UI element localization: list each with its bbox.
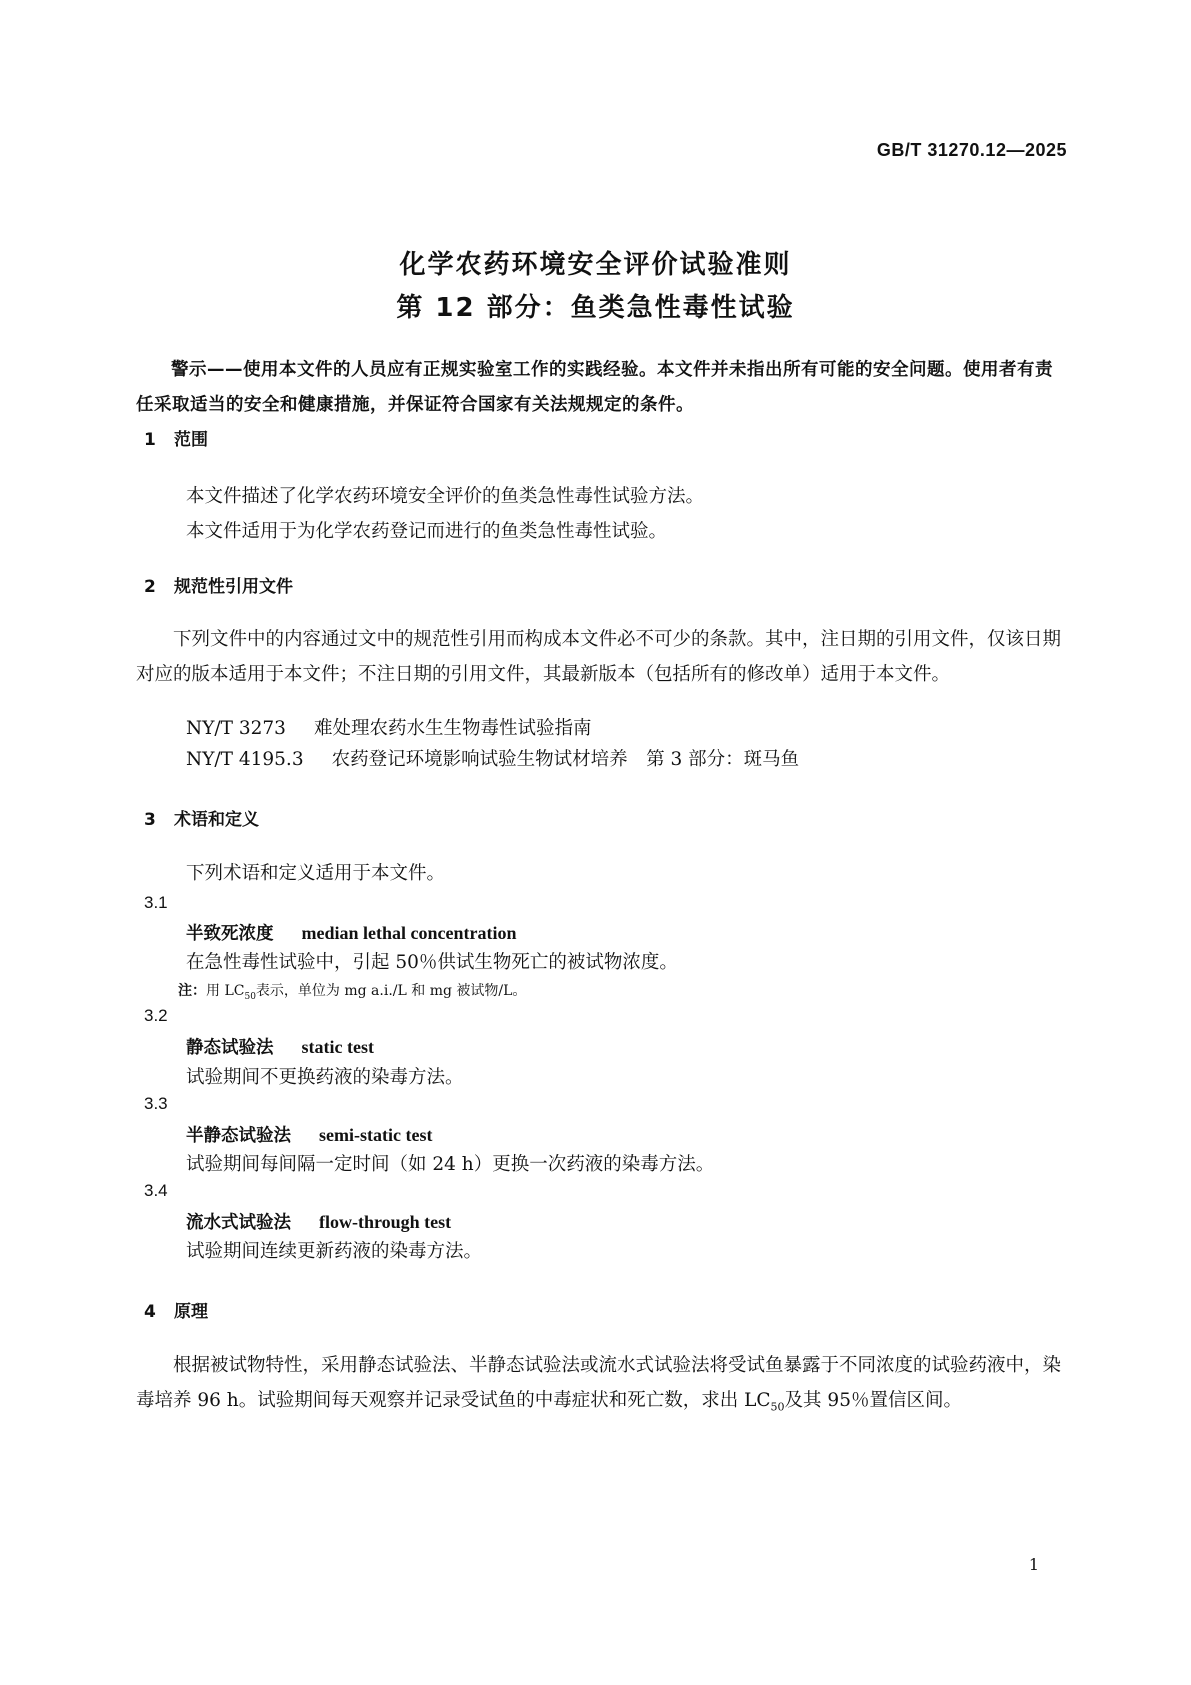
term-entry <box>186 1034 374 1059</box>
section-number: 4 <box>144 1302 156 1322</box>
term-definition: 试验期间不更换药液的染毒方法。 <box>186 1067 464 1088</box>
section-heading-scope <box>144 425 208 450</box>
reference-item <box>186 714 591 740</box>
scope-paragraph-2: 本文件适用于为化学农药登记而进行的鱼类急性毒性试验。 <box>186 521 668 542</box>
section-title: 原理 <box>174 1302 208 1322</box>
reference-item <box>186 745 799 771</box>
warning-paragraph: 警示——使用本文件的人员应有正规实验室工作的实践经验。本文件并未指出所有可能的安全问题。使用者有责任采取适当的安全和健康措施，并保证符合国家有关法规规定的条件。 <box>136 360 1053 415</box>
section-title: 范围 <box>174 430 208 450</box>
term-english: static test <box>301 1037 374 1057</box>
section-title: 规范性引用文件 <box>174 577 293 597</box>
section-heading-terms <box>144 805 259 830</box>
principle-text: 根据被试物特性，采用静态试验法、半静态试验法或流水式试验法将受试鱼暴露于不同浓度的试验药液中，染毒培养 96 h。试验期间每天观察并记录受试鱼的中毒症状和死亡数，求出 LC <box>136 1355 1062 1411</box>
term-note <box>178 980 526 1002</box>
terms-intro: 下列术语和定义适用于本文件。 <box>186 863 446 884</box>
scope-paragraph-1: 本文件描述了化学农药环境安全评价的鱼类急性毒性试验方法。 <box>186 486 705 507</box>
standard-code: GB/T 31270.12—2025 <box>876 140 1067 160</box>
term-definition: 试验期间每间隔一定时间（如 24 h）更换一次药液的染毒方法。 <box>186 1154 715 1175</box>
section-heading-principle <box>144 1297 208 1322</box>
term-number: 3.2 <box>144 1006 168 1025</box>
term-definition: 在急性毒性试验中，引起 50％供试生物死亡的被试物浓度。 <box>186 952 678 973</box>
term-chinese: 流水式试验法 <box>186 1213 291 1233</box>
page-number: 1 <box>1028 1555 1039 1574</box>
term-chinese: 半致死浓度 <box>186 924 274 944</box>
reference-title: 难处理农药水生生物毒性试验指南 <box>313 718 592 739</box>
term-english: flow-through test <box>319 1212 452 1232</box>
term-entry <box>186 920 516 945</box>
term-number: 3.4 <box>144 1181 168 1200</box>
term-entry <box>186 1209 451 1234</box>
note-subscript: 50 <box>244 991 256 1002</box>
reference-code: NY/T 4195.3 <box>186 749 304 770</box>
principle-subscript: 50 <box>770 1400 785 1414</box>
section-number: 3 <box>144 810 156 830</box>
reference-code: NY/T 3273 <box>186 718 286 739</box>
term-chinese: 半静态试验法 <box>186 1126 291 1146</box>
section-heading-normative-references <box>144 572 293 597</box>
reference-title: 农药登记环境影响试验生物试材培养 第 3 部分：斑马鱼 <box>331 749 800 770</box>
note-label: 注： <box>178 983 206 999</box>
term-chinese: 静态试验法 <box>186 1038 274 1058</box>
principle-text: 及其 95％置信区间。 <box>784 1390 962 1411</box>
term-number: 3.3 <box>144 1094 168 1113</box>
note-text: 用 LC <box>206 983 245 999</box>
document-title-line1: 化学农药环境安全评价试验准则 <box>399 250 792 280</box>
term-entry <box>186 1122 432 1147</box>
section-title: 术语和定义 <box>174 810 259 830</box>
term-number: 3.1 <box>144 893 168 912</box>
term-english: median lethal concentration <box>301 923 517 943</box>
note-text: 表示，单位为 mg a.i./L 和 mg 被试物/L。 <box>255 983 527 999</box>
term-english: semi-static test <box>319 1125 433 1145</box>
references-paragraph: 下列文件中的内容通过文中的规范性引用而构成本文件必不可少的条款。其中，注日期的引用文件，仅该日期对应的版本适用于本文件；不注日期的引用文件，其最新版本（包括所有的修改单）适用于本文件。 <box>136 629 1062 685</box>
section-number: 1 <box>144 430 156 450</box>
principle-paragraph <box>136 1348 1061 1425</box>
term-definition: 试验期间连续更新药液的染毒方法。 <box>186 1241 483 1262</box>
section-number: 2 <box>144 577 156 597</box>
document-title-line2: 第 12 部分：鱼类急性毒性试验 <box>396 293 795 323</box>
